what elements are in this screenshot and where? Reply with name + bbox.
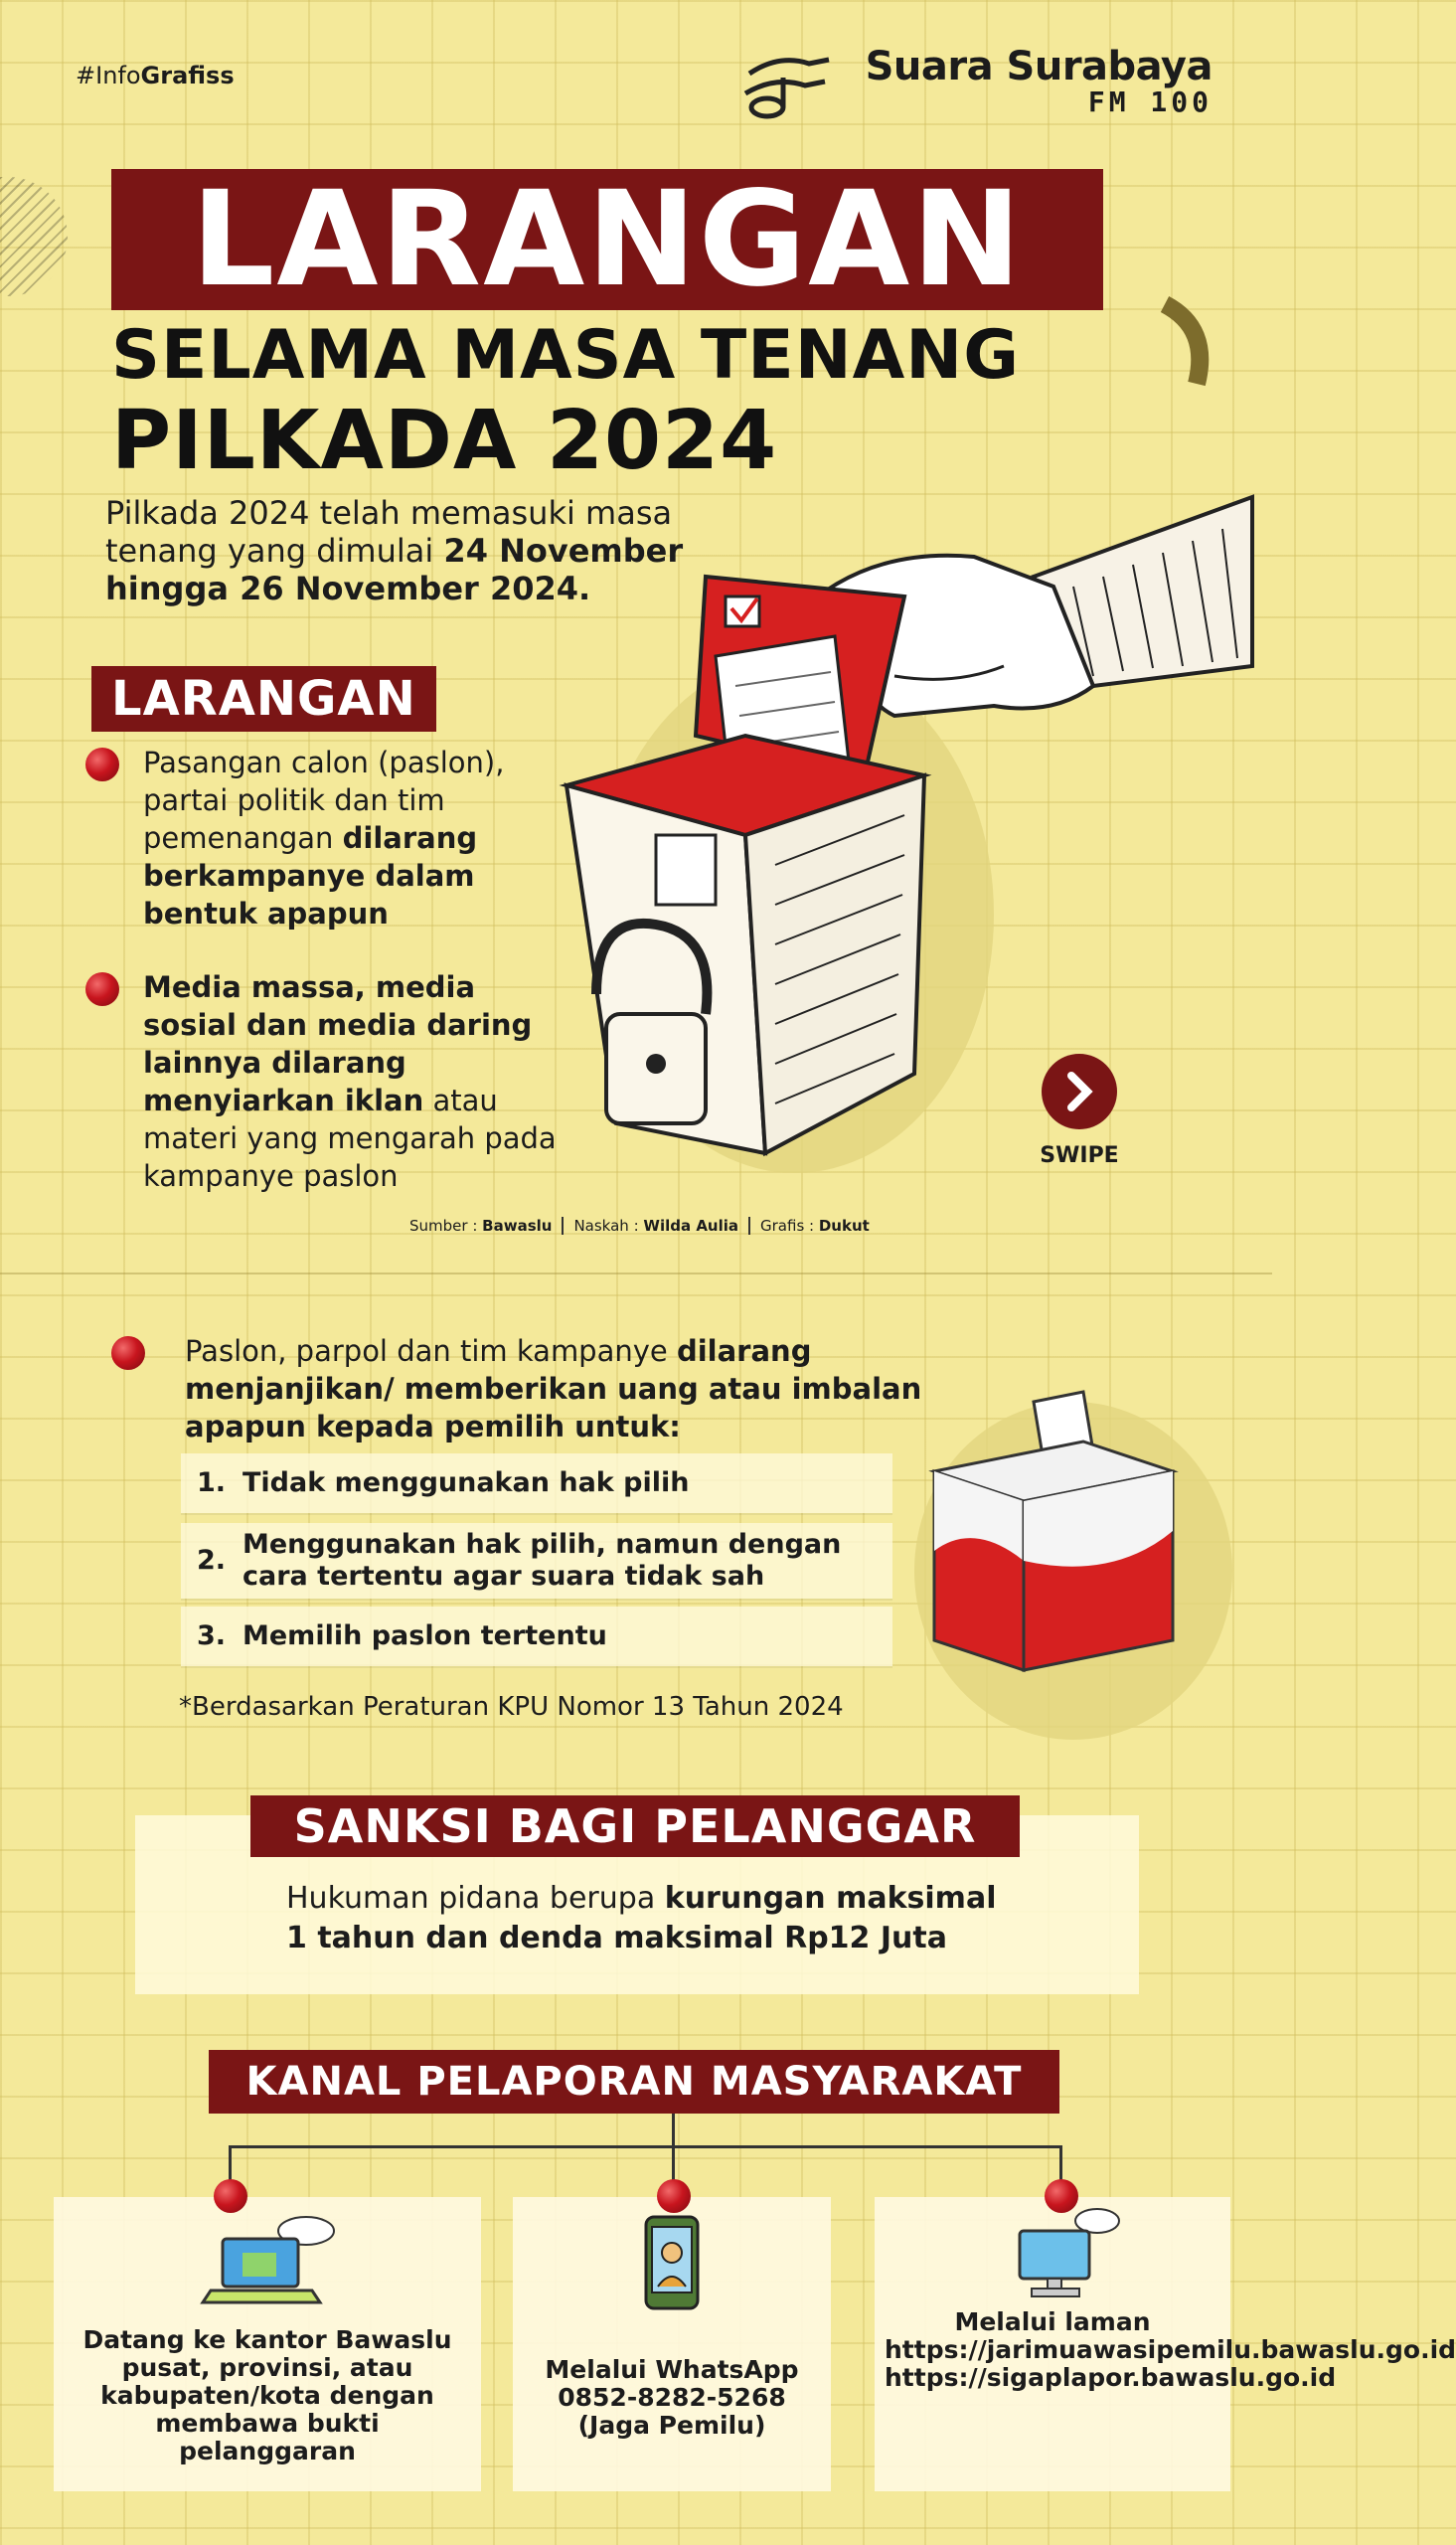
logo-mark-icon: [739, 54, 835, 123]
computer-icon: [1014, 2203, 1123, 2302]
intro-text: Pilkada 2024 telah memasuki masa tenang yang dimulai 24 November hingga 26 November 2024.: [105, 494, 684, 607]
section-divider: [0, 1272, 1272, 1274]
credit-sumber: Sumber : Bawaslu: [409, 1217, 553, 1235]
chevron-right-icon: [1042, 1054, 1117, 1129]
hashtag: #InfoGrafiss: [76, 62, 235, 89]
page-subtitle-2: PILKADA 2024: [111, 394, 778, 488]
connector-line: [672, 2114, 675, 2147]
bullet-dot-icon: [657, 2179, 691, 2213]
list-item: 1. Tidak menggunakan hak pilih: [181, 1453, 892, 1513]
larangan-item-1: Pasangan calon (paslon), partai politik dan tim pemenangan dilarang berkampanye dalam bentuk apapun: [143, 746, 505, 931]
office-laptop-icon: [203, 2209, 342, 2308]
bullet-dot-icon: [85, 972, 119, 1006]
kanal-label: KANAL PELAPORAN MASYARAKAT: [209, 2050, 1059, 2114]
report-card-whatsapp: [513, 2197, 831, 2491]
logo-subtitle: FM 100: [1087, 85, 1213, 118]
swipe-label: SWIPE: [1040, 1143, 1119, 1168]
report-card-text: Datang ke kantor Bawaslu pusat, provinsi, atau kabupaten/kota dengan membawa bukti pelanggaran: [82, 2325, 452, 2465]
report-card-office: [54, 2197, 481, 2491]
logo-name: Suara Surabaya: [865, 44, 1213, 89]
swipe-button[interactable]: [1042, 1054, 1117, 1129]
section2-intro: Paslon, parpol dan tim kampanye dilarang menjanjikan/ memberikan uang atau imbalan apapun kepada pemilih untuk:: [185, 1334, 922, 1443]
smartphone-icon: [636, 2213, 708, 2312]
credit-naskah: Naskah : Wilda Aulia: [562, 1217, 748, 1235]
credit-grafis: Grafis : Dukut: [748, 1217, 880, 1235]
footnote: *Berdasarkan Peraturan KPU Nomor 13 Tahun 2024: [179, 1692, 844, 1722]
larangan-label: LARANGAN: [91, 666, 436, 732]
list-item: 3. Memilih paslon tertentu: [181, 1607, 892, 1666]
ballot-box-icon: [894, 1372, 1232, 1750]
bullet-dot-icon: [111, 1336, 145, 1370]
larangan-item-2: Media massa, media sosial dan media daring lainnya dilarang menyiarkan iklan atau materi yang mengarah pada kampanye paslon: [143, 970, 557, 1193]
bullet-dot-icon: [1045, 2179, 1078, 2213]
page-title: LARANGAN: [191, 163, 1024, 316]
report-card-website: [875, 2197, 1456, 2491]
sanksi-text: Hukuman pidana berupa kurungan maksimal 1 tahun dan denda maksimal Rp12 Juta: [286, 1881, 997, 1955]
report-card-text: Melalui laman https://jarimuawasipemilu.bawaslu.go.id https://sigaplapor.bawaslu.go.id: [885, 2307, 1456, 2392]
ballot-box-illustration: [537, 437, 1252, 1193]
decorative-hatch: [0, 177, 68, 296]
connector-line: [229, 2145, 1061, 2148]
credits-line: [409, 1217, 880, 1235]
brand-logo: [866, 44, 1213, 118]
sanksi-label: SANKSI BAGI PELANGGAR: [250, 1795, 1020, 1857]
report-card-text: Melalui WhatsApp 0852-8282-5268 (Jaga Pemilu): [545, 2355, 799, 2440]
list-item: 2. Menggunakan hak pilih, namun dengan cara tertentu agar suara tidak sah: [181, 1523, 892, 1599]
decorative-arc: [1157, 298, 1216, 388]
bullet-dot-icon: [214, 2179, 247, 2213]
title-banner: [111, 163, 1103, 316]
bullet-dot-icon: [85, 748, 119, 781]
page-subtitle-1: SELAMA MASA TENANG: [111, 316, 1021, 395]
